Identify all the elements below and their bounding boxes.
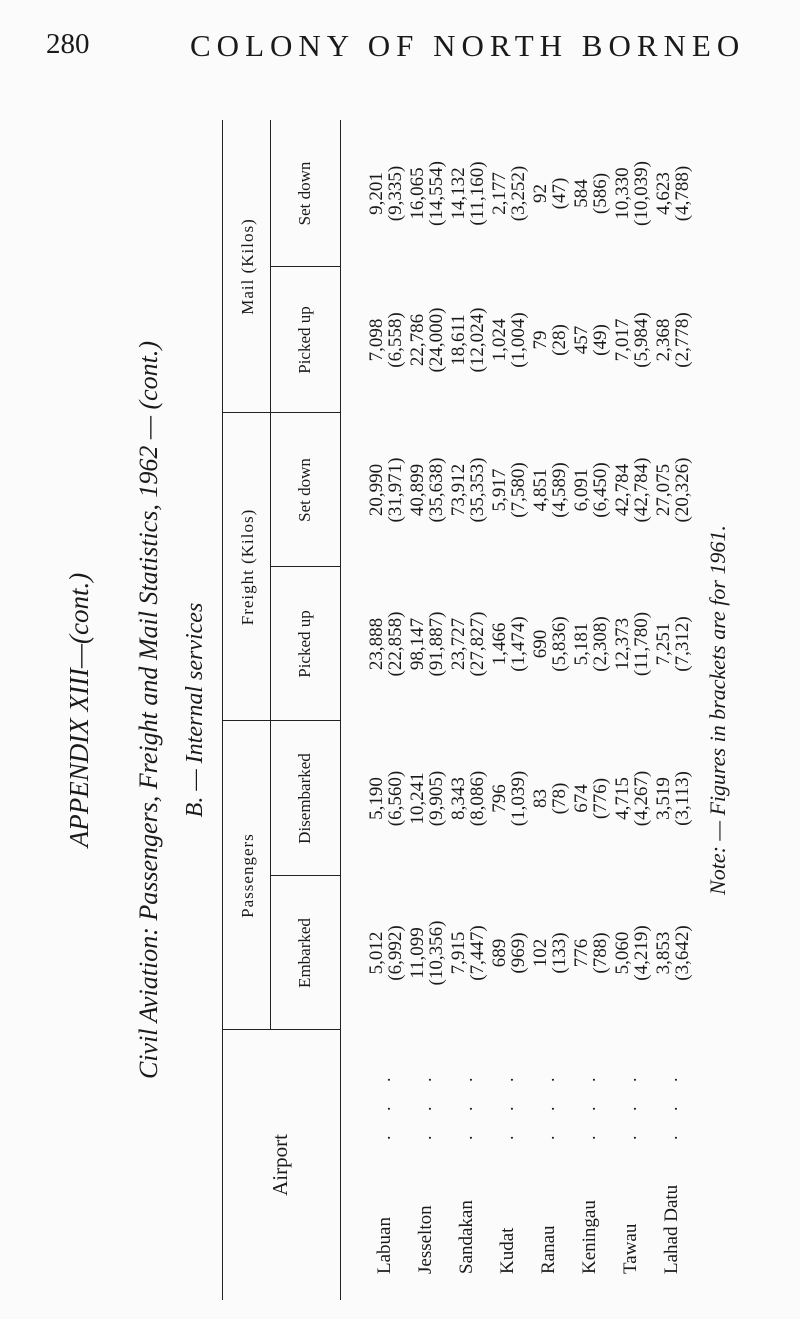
- leader-dots: . . .: [661, 1067, 681, 1140]
- table-note: Note: — Figures in brackets are for 1961.: [705, 525, 730, 895]
- value-cell: 5,181: [571, 622, 592, 666]
- previous-year-cell: (2,308): [590, 616, 611, 672]
- leader-dots: . . .: [620, 1067, 640, 1140]
- airport-name: Keningau: [579, 1200, 600, 1274]
- previous-year-cell: (6,992): [385, 925, 406, 981]
- previous-year-cell: (1,004): [508, 312, 529, 368]
- value-cell: 1,466: [489, 622, 510, 666]
- value-cell: 4,715: [612, 777, 633, 820]
- previous-year-cell: (10,039): [631, 161, 652, 226]
- airport-header: Airport: [268, 1134, 292, 1196]
- column-header: Set down: [295, 458, 314, 522]
- value-cell: 98,147: [407, 617, 428, 671]
- value-cell: 3,519: [653, 777, 674, 820]
- previous-year-cell: (4,589): [549, 462, 570, 518]
- value-cell: 2,368: [653, 318, 674, 362]
- group-header: Passengers: [238, 833, 257, 918]
- previous-year-cell: (11,160): [467, 161, 488, 226]
- airport-name: Tawau: [620, 1223, 641, 1274]
- previous-year-cell: (6,558): [385, 312, 406, 368]
- leader-dots: . . .: [538, 1067, 558, 1140]
- previous-year-cell: (7,580): [508, 462, 529, 518]
- value-cell: 11,099: [407, 927, 428, 979]
- value-cell: 5,917: [489, 468, 510, 512]
- previous-year-cell: (1,474): [508, 616, 529, 672]
- column-header: Embarked: [295, 918, 314, 988]
- previous-year-cell: (10,356): [426, 920, 447, 986]
- value-cell: 776: [571, 938, 592, 968]
- airport-name: Sandakan: [456, 1200, 477, 1274]
- value-cell: 18,611: [448, 314, 469, 366]
- previous-year-cell: (47): [549, 177, 570, 210]
- value-cell: 79: [530, 330, 551, 350]
- value-cell: 4,851: [530, 468, 551, 512]
- previous-year-cell: (2,778): [672, 312, 693, 368]
- value-cell: 9,201: [366, 172, 387, 215]
- value-cell: 7,251: [653, 622, 674, 666]
- value-cell: 7,915: [448, 931, 469, 975]
- value-cell: 40,899: [407, 463, 428, 517]
- value-cell: 5,012: [366, 931, 387, 975]
- value-cell: 2,177: [489, 172, 510, 215]
- previous-year-cell: (788): [590, 932, 611, 974]
- previous-year-cell: (31,971): [385, 457, 406, 523]
- value-cell: 457: [571, 325, 592, 355]
- table-head-rule: [340, 120, 341, 1300]
- value-cell: 689: [489, 938, 510, 968]
- previous-year-cell: (91,887): [426, 611, 447, 677]
- value-cell: 92: [530, 184, 551, 203]
- value-cell: 7,098: [366, 318, 387, 362]
- previous-year-cell: (35,353): [467, 457, 488, 523]
- previous-year-cell: (8,086): [467, 770, 488, 827]
- leader-dots: . . .: [374, 1067, 394, 1140]
- value-cell: 3,853: [653, 931, 674, 975]
- leader-dots: . . .: [415, 1067, 435, 1140]
- previous-year-cell: (24,000): [426, 307, 447, 373]
- airport-name: Jesselton: [415, 1205, 436, 1274]
- previous-year-cell: (5,984): [631, 312, 652, 368]
- previous-year-cell: (1,039): [508, 770, 529, 827]
- column-header: Picked up: [295, 610, 314, 678]
- value-cell: 102: [530, 938, 551, 968]
- value-cell: 23,727: [448, 617, 469, 671]
- previous-year-cell: (9,905): [426, 770, 447, 827]
- value-cell: 584: [571, 179, 592, 208]
- previous-year-cell: (969): [508, 932, 529, 974]
- previous-year-cell: (42,784): [631, 457, 652, 523]
- previous-year-cell: (9,335): [385, 165, 406, 222]
- value-cell: 690: [530, 629, 551, 659]
- table-top-rule: [222, 120, 223, 1300]
- previous-year-cell: (27,827): [467, 611, 488, 677]
- previous-year-cell: (28): [549, 324, 570, 356]
- value-cell: 5,060: [612, 931, 633, 975]
- group-header: Freight (Kilos): [238, 508, 257, 626]
- value-cell: 73,912: [448, 463, 469, 517]
- previous-year-cell: (6,450): [590, 462, 611, 518]
- previous-year-cell: (7,312): [672, 616, 693, 672]
- previous-year-cell: (22,858): [385, 611, 406, 677]
- column-header: Disembarked: [295, 753, 314, 844]
- previous-year-cell: (12,024): [467, 307, 488, 373]
- rotated-table-page: [50, 120, 750, 1300]
- previous-year-cell: (133): [549, 932, 570, 974]
- airport-name: Kudat: [497, 1227, 518, 1274]
- previous-year-cell: (586): [590, 172, 611, 215]
- previous-year-cell: (6,560): [385, 770, 406, 827]
- previous-year-cell: (4,788): [672, 165, 693, 222]
- page-header: [0, 28, 800, 78]
- leader-dots: . . .: [497, 1067, 517, 1140]
- previous-year-cell: (776): [590, 777, 611, 820]
- appendix-title: APPENDIX XIII—(cont.): [64, 572, 94, 848]
- group-rule: [270, 120, 271, 1030]
- previous-year-cell: (49): [590, 324, 611, 356]
- value-cell: 10,241: [407, 772, 428, 825]
- previous-year-cell: (4,267): [631, 770, 652, 827]
- value-cell: 20,990: [366, 463, 387, 517]
- previous-year-cell: (3,252): [508, 165, 529, 222]
- previous-year-cell: (3,113): [672, 771, 693, 826]
- value-cell: 7,017: [612, 318, 633, 362]
- value-cell: 14,132: [448, 167, 469, 220]
- previous-year-cell: (78): [549, 782, 570, 815]
- previous-year-cell: (11,780): [631, 611, 652, 677]
- value-cell: 23,888: [366, 617, 387, 671]
- previous-year-cell: (20,326): [672, 457, 693, 523]
- leader-dots: . . .: [579, 1067, 599, 1140]
- value-cell: 12,373: [612, 617, 633, 671]
- previous-year-cell: (35,638): [426, 457, 447, 523]
- value-cell: 674: [571, 784, 592, 813]
- value-cell: 4,623: [653, 172, 674, 215]
- value-cell: 42,784: [612, 463, 633, 517]
- previous-year-cell: (14,554): [426, 161, 447, 226]
- value-cell: 6,091: [571, 468, 592, 512]
- previous-year-cell: (7,447): [467, 925, 488, 981]
- airport-name: Ranau: [538, 1225, 559, 1274]
- value-cell: 10,330: [612, 167, 633, 220]
- value-cell: 796: [489, 784, 510, 813]
- value-cell: 1,024: [489, 318, 510, 362]
- table-subtitle: Civil Aviation: Passengers, Freight and Mail Statistics, 1962 — (cont.): [134, 340, 163, 1080]
- value-cell: 8,343: [448, 777, 469, 820]
- previous-year-cell: (5,836): [549, 616, 570, 672]
- running-title: COLONY OF NORTH BORNEO: [190, 28, 746, 63]
- value-cell: 5,190: [366, 777, 387, 820]
- value-cell: 16,065: [407, 167, 428, 220]
- airport-name: Labuan: [374, 1217, 395, 1274]
- airport-name: Lahad Datu: [661, 1184, 682, 1274]
- page-number: 280: [46, 28, 90, 60]
- value-cell: 83: [530, 789, 551, 808]
- section-title: B. — Internal services: [182, 602, 208, 818]
- group-header: Mail (Kilos): [238, 218, 257, 315]
- leader-dots: . . .: [456, 1067, 476, 1140]
- previous-year-cell: (4,219): [631, 925, 652, 981]
- value-cell: 22,786: [407, 313, 428, 367]
- previous-year-cell: (3,642): [672, 925, 693, 981]
- column-header: Set down: [295, 161, 314, 226]
- column-header: Picked up: [295, 306, 314, 374]
- value-cell: 27,075: [653, 463, 674, 517]
